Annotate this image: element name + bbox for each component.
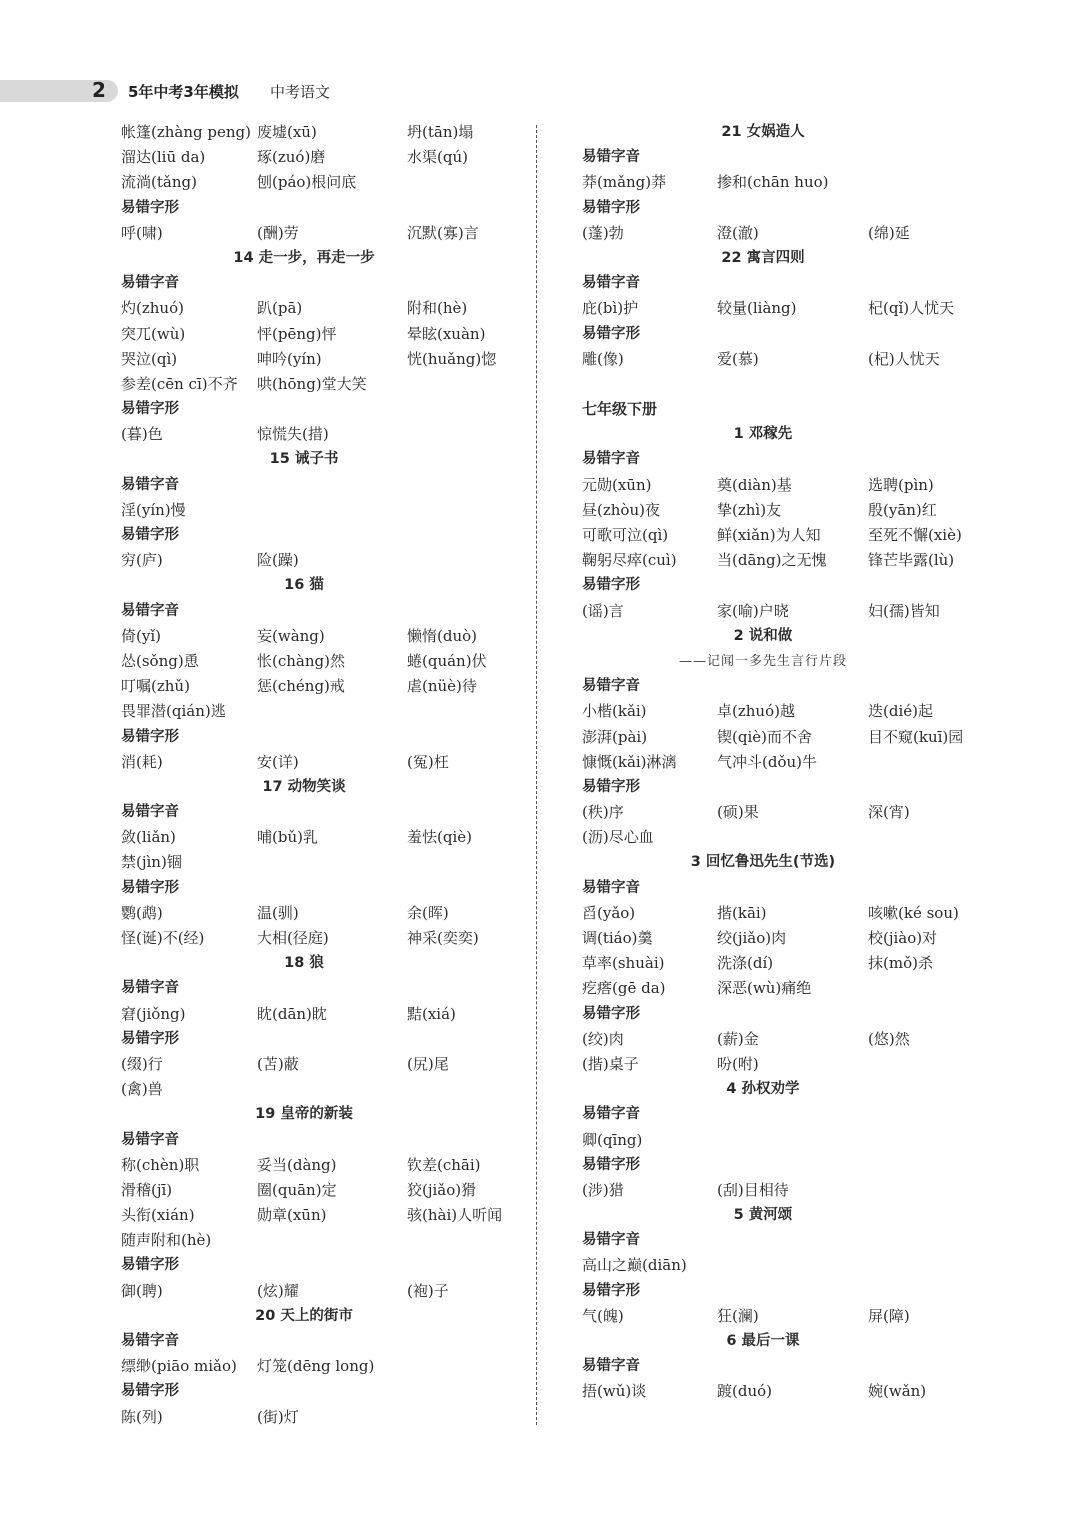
word-entry: 洗涤(dí) bbox=[717, 954, 774, 973]
word-entry: (暮)色 bbox=[121, 425, 163, 444]
word-row bbox=[121, 372, 531, 397]
word-row bbox=[582, 1379, 1002, 1404]
word-entry: 爱(慕) bbox=[717, 349, 759, 368]
word-entry: (刮)目相待 bbox=[717, 1180, 789, 1199]
word-entry: (街)灯 bbox=[257, 1407, 299, 1426]
word-row bbox=[582, 901, 1002, 926]
word-entry: 淫(yín)慢 bbox=[121, 500, 186, 519]
category-label: 易错字形 bbox=[582, 325, 640, 342]
word-entry: 趴(pā) bbox=[257, 299, 303, 318]
word-entry: 安(详) bbox=[257, 752, 299, 771]
word-entry: 称(chèn)职 bbox=[121, 1155, 200, 1174]
word-entry: 挚(zhì)友 bbox=[717, 500, 782, 519]
word-entry: 迭(dié)起 bbox=[868, 702, 933, 721]
word-entry: 怪(诞)不(经) bbox=[121, 929, 205, 947]
category-label: 易错字形 bbox=[121, 401, 179, 418]
word-entry: 鲜(xiǎn)为人知 bbox=[717, 526, 821, 544]
word-entry: 怅(chàng)然 bbox=[257, 651, 345, 670]
category-label: 易错字音 bbox=[582, 678, 640, 695]
word-row bbox=[121, 850, 531, 875]
category-label: 易错字音 bbox=[582, 1106, 640, 1123]
word-row bbox=[582, 1253, 1002, 1278]
word-entry: 陈(列) bbox=[121, 1407, 163, 1426]
word-entry: (揩)桌子 bbox=[582, 1054, 639, 1073]
word-row bbox=[121, 347, 531, 372]
word-entry: 哭泣(qì) bbox=[121, 349, 178, 368]
category-label: 易错字音 bbox=[121, 1131, 179, 1148]
word-entry: 至死不懈(xiè) bbox=[868, 526, 962, 544]
word-entry: 温(驯) bbox=[257, 903, 299, 922]
word-entry: 倚(yǐ) bbox=[121, 626, 161, 645]
word-entry: 昼(zhòu)夜 bbox=[582, 500, 660, 519]
word-entry: 圈(quān)定 bbox=[257, 1180, 337, 1199]
word-entry: (酬)劳 bbox=[257, 223, 299, 242]
word-entry: 妄(wàng) bbox=[257, 626, 325, 645]
word-entry: 气(魄) bbox=[582, 1306, 624, 1325]
word-row bbox=[582, 1178, 1002, 1203]
word-entry: 敛(liǎn) bbox=[121, 828, 176, 847]
word-row bbox=[582, 1304, 1002, 1329]
word-entry: 可歌可泣(qì) bbox=[582, 526, 669, 544]
word-entry: 吩(咐) bbox=[717, 1054, 759, 1073]
category-label: 易错字音 bbox=[582, 879, 640, 896]
word-entry: 御(聘) bbox=[121, 1281, 163, 1300]
word-entry: 灼(zhuó) bbox=[121, 299, 184, 318]
word-entry: 杞(qǐ)人忧天 bbox=[868, 299, 955, 318]
word-entry: 呻吟(yín) bbox=[257, 349, 322, 368]
category-label: 易错字音 bbox=[121, 804, 179, 821]
book-title: 5年中考3年模拟 bbox=[128, 83, 239, 101]
lesson-title: 22 寓言四则 bbox=[721, 249, 805, 266]
lesson-title: 18 狼 bbox=[284, 955, 324, 972]
word-entry: 晕眩(xuàn) bbox=[407, 324, 486, 343]
word-row bbox=[582, 347, 1002, 372]
category-label: 易错字音 bbox=[582, 1232, 640, 1249]
category-label: 易错字形 bbox=[582, 1282, 640, 1299]
lesson-subtitle: ——记闻一多先生言行片段 bbox=[678, 653, 847, 669]
word-entry: 消(耗) bbox=[121, 752, 163, 771]
lesson-title: 15 诫子书 bbox=[269, 451, 339, 468]
word-entry: 水渠(qú) bbox=[407, 148, 468, 167]
page-number: 2 bbox=[92, 78, 106, 102]
word-row bbox=[121, 120, 531, 145]
category-label: 易错字音 bbox=[121, 980, 179, 997]
word-entry: 卿(qīng) bbox=[582, 1130, 643, 1149]
word-entry: 元勋(xūn) bbox=[582, 475, 652, 494]
word-entry: 怂(sǒng)恿 bbox=[121, 651, 199, 670]
category-label: 易错字音 bbox=[582, 1358, 640, 1375]
word-entry: (苫)蔽 bbox=[257, 1054, 299, 1073]
word-entry: 揩(kāi) bbox=[717, 903, 767, 922]
word-entry: 家(喻)户晓 bbox=[717, 601, 789, 620]
word-row bbox=[121, 498, 531, 523]
word-entry: (蓬)勃 bbox=[582, 223, 624, 242]
word-entry: 附和(hè) bbox=[407, 299, 468, 318]
word-entry: 穷(庐) bbox=[121, 551, 163, 570]
lesson-title: 5 黄河颂 bbox=[733, 1207, 793, 1224]
word-row bbox=[121, 296, 531, 321]
word-entry: 卓(zhuó)越 bbox=[717, 702, 795, 721]
word-entry: 钦差(chāi) bbox=[407, 1155, 481, 1174]
category-label: 易错字形 bbox=[121, 1257, 179, 1274]
word-entry: 骇(hài)人听闻 bbox=[407, 1206, 503, 1225]
word-entry: 调(tiáo)羹 bbox=[582, 929, 653, 947]
word-entry: 随声附和(hè) bbox=[121, 1231, 212, 1250]
lesson-title: 4 孙权劝学 bbox=[726, 1081, 800, 1098]
word-row bbox=[582, 221, 1002, 246]
word-row bbox=[582, 825, 1002, 850]
word-entry: 溜达(liū da) bbox=[121, 148, 206, 167]
word-entry: 勋章(xūn) bbox=[257, 1206, 327, 1225]
category-label: 易错字形 bbox=[582, 199, 640, 216]
word-entry: 澎湃(pài) bbox=[582, 727, 648, 746]
word-entry: 流淌(tǎng) bbox=[121, 173, 197, 192]
word-entry: 舀(yǎo) bbox=[582, 903, 636, 922]
category-label: 易错字形 bbox=[121, 879, 179, 896]
word-row bbox=[582, 1052, 1002, 1077]
word-entry: 羞怯(qiè) bbox=[407, 828, 472, 847]
word-entry: 掺和(chān huo) bbox=[717, 173, 829, 192]
word-entry: 气冲斗(dǒu)牛 bbox=[717, 752, 817, 771]
word-row bbox=[582, 725, 1002, 750]
word-row bbox=[121, 1178, 531, 1203]
word-row bbox=[121, 926, 531, 951]
word-entry: 坍(tān)塌 bbox=[407, 123, 474, 141]
category-label: 易错字音 bbox=[582, 451, 640, 468]
word-entry: 神采(奕奕) bbox=[407, 929, 479, 947]
word-entry: 险(躁) bbox=[257, 551, 299, 570]
word-row bbox=[582, 750, 1002, 775]
word-entry: 踱(duó) bbox=[717, 1382, 772, 1401]
word-entry: 蜷(quán)伏 bbox=[407, 651, 487, 670]
word-entry: 惊慌失(措) bbox=[257, 425, 329, 444]
word-row bbox=[121, 145, 531, 170]
category-label: 易错字形 bbox=[121, 199, 179, 216]
word-row bbox=[121, 322, 531, 347]
word-row bbox=[121, 699, 531, 724]
category-label: 易错字形 bbox=[582, 1156, 640, 1173]
word-entry: 怦(pēng)怦 bbox=[257, 324, 337, 343]
word-entry: (薪)金 bbox=[717, 1029, 759, 1048]
word-entry: 狂(澜) bbox=[717, 1306, 759, 1325]
word-entry: (沥)尽心血 bbox=[582, 828, 654, 847]
category-label: 易错字形 bbox=[582, 577, 640, 594]
word-entry: 抹(mǒ)杀 bbox=[868, 954, 933, 973]
lesson-title: 16 猫 bbox=[284, 577, 324, 594]
lesson-title: 20 天上的街市 bbox=[255, 1307, 353, 1324]
word-entry: 绞(jiǎo)肉 bbox=[717, 929, 787, 947]
lesson-title: 1 邓稼先 bbox=[733, 426, 793, 443]
word-entry: 突兀(wù) bbox=[121, 324, 186, 343]
word-entry: (袍)子 bbox=[407, 1281, 449, 1300]
grade-heading: 七年级下册 bbox=[582, 400, 658, 419]
word-entry: 选聘(pìn) bbox=[868, 475, 934, 494]
word-row bbox=[582, 1128, 1002, 1153]
word-entry: (悠)然 bbox=[868, 1029, 910, 1048]
word-entry: 余(晖) bbox=[407, 903, 449, 922]
word-entry: (绵)延 bbox=[868, 223, 910, 242]
word-entry: (杞)人忧天 bbox=[868, 349, 940, 368]
word-entry: 高山之巅(diān) bbox=[582, 1256, 687, 1275]
word-entry: 莽(mǎng)莽 bbox=[582, 173, 667, 192]
word-entry: 鞠躬尽瘁(cuì) bbox=[582, 551, 677, 570]
word-entry: 奠(diàn)基 bbox=[717, 475, 792, 494]
word-entry: 头衔(xián) bbox=[121, 1206, 195, 1225]
word-row bbox=[582, 926, 1002, 951]
word-row bbox=[121, 649, 531, 674]
word-entry: 婉(wǎn) bbox=[868, 1382, 927, 1401]
word-row bbox=[121, 1279, 531, 1304]
word-row bbox=[121, 901, 531, 926]
word-row bbox=[121, 1228, 531, 1253]
word-entry: 懒惰(duò) bbox=[407, 626, 477, 645]
word-entry: 妇(孺)皆知 bbox=[868, 601, 940, 620]
word-entry: 草率(shuài) bbox=[582, 954, 665, 973]
word-row bbox=[582, 976, 1002, 1001]
word-entry: 疙瘩(gē da) bbox=[582, 979, 666, 998]
word-entry: 畏罪潜(qián)逃 bbox=[121, 702, 226, 721]
word-entry: 滑稽(jī) bbox=[121, 1180, 173, 1199]
category-label: 易错字音 bbox=[121, 1333, 179, 1349]
word-row bbox=[121, 1354, 531, 1379]
word-entry: 恍(huǎng)惚 bbox=[407, 349, 497, 368]
category-label: 易错字音 bbox=[121, 476, 179, 493]
word-row bbox=[582, 1027, 1002, 1052]
word-entry: (涉)猎 bbox=[582, 1180, 624, 1199]
word-row bbox=[121, 1203, 531, 1228]
word-row bbox=[121, 1052, 531, 1077]
word-row bbox=[582, 170, 1002, 195]
word-entry: 黠(xiá) bbox=[407, 1004, 456, 1023]
word-entry: 废墟(xū) bbox=[257, 123, 317, 141]
left-column bbox=[121, 120, 531, 1430]
word-entry: 灯笼(dēng long) bbox=[257, 1357, 375, 1376]
word-row bbox=[582, 699, 1002, 724]
word-entry: 大相(径庭) bbox=[257, 929, 329, 947]
word-entry: (硕)果 bbox=[717, 803, 759, 822]
category-label: 易错字音 bbox=[121, 602, 179, 619]
word-entry: 狡(jiǎo)猾 bbox=[407, 1180, 477, 1199]
word-entry: 哄(hōng)堂大笑 bbox=[257, 374, 367, 393]
lesson-title: 14 走一步，再走一步 bbox=[233, 249, 375, 266]
word-row bbox=[582, 523, 1002, 548]
word-row bbox=[582, 599, 1002, 624]
word-row bbox=[582, 473, 1002, 498]
word-entry: 锲(qiè)而不舍 bbox=[717, 727, 812, 746]
word-entry: 哺(bǔ)乳 bbox=[257, 828, 318, 847]
category-label: 易错字形 bbox=[121, 1030, 179, 1047]
word-entry: 呼(啸) bbox=[121, 223, 163, 242]
word-row bbox=[121, 1002, 531, 1027]
word-entry: 惩(chéng)戒 bbox=[257, 677, 345, 696]
word-entry: (秩)序 bbox=[582, 803, 624, 822]
category-label: 易错字形 bbox=[121, 1383, 179, 1400]
word-row bbox=[121, 221, 531, 246]
category-label: 易错字音 bbox=[582, 275, 640, 292]
word-entry: (谣)言 bbox=[582, 601, 624, 620]
category-label: 易错字形 bbox=[121, 527, 179, 543]
lesson-title: 19 皇帝的新装 bbox=[255, 1106, 353, 1123]
word-entry: 小楷(kǎi) bbox=[582, 702, 647, 721]
right-column bbox=[582, 120, 1002, 1405]
word-row bbox=[121, 422, 531, 447]
word-row bbox=[121, 674, 531, 699]
column-divider bbox=[536, 125, 537, 1425]
word-entry: 妥当(dàng) bbox=[257, 1155, 337, 1174]
word-entry: 刨(páo)根问底 bbox=[257, 173, 357, 192]
word-row bbox=[121, 624, 531, 649]
word-entry: 殷(yān)红 bbox=[868, 500, 937, 519]
subject-title: 中考语文 bbox=[270, 83, 331, 101]
spacer bbox=[582, 372, 1002, 397]
word-row bbox=[121, 548, 531, 573]
word-entry: 虐(nüè)待 bbox=[407, 677, 477, 696]
word-entry: 庇(bì)护 bbox=[582, 299, 639, 318]
word-row bbox=[582, 800, 1002, 825]
word-entry: 雕(像) bbox=[582, 349, 624, 368]
word-entry: 鹦(鹉) bbox=[121, 903, 163, 922]
word-entry: 沉默(寡)言 bbox=[407, 223, 479, 242]
word-row bbox=[121, 750, 531, 775]
word-entry: 咳嗽(ké sou) bbox=[868, 903, 959, 922]
word-row bbox=[121, 1405, 531, 1430]
category-label: 易错字形 bbox=[121, 728, 179, 745]
lesson-title: 6 最后一课 bbox=[726, 1333, 800, 1349]
word-entry: 慷慨(kǎi)淋漓 bbox=[582, 752, 677, 771]
word-entry: (冤)枉 bbox=[407, 752, 449, 771]
word-entry: 捂(wǔ)谈 bbox=[582, 1382, 647, 1401]
word-entry: 参差(cēn cī)不齐 bbox=[121, 374, 238, 393]
word-entry: (禽)兽 bbox=[121, 1080, 163, 1099]
word-entry: 深(宵) bbox=[868, 803, 910, 822]
lesson-title: 17 动物笑谈 bbox=[262, 778, 346, 795]
word-entry: 窘(jiǒng) bbox=[121, 1004, 186, 1023]
lesson-title: 21 女娲造人 bbox=[721, 124, 805, 140]
word-entry: 叮嘱(zhǔ) bbox=[121, 677, 190, 696]
lesson-title: 2 说和做 bbox=[733, 627, 793, 644]
word-row bbox=[121, 170, 531, 195]
category-label: 易错字音 bbox=[582, 149, 640, 166]
word-row bbox=[121, 1077, 531, 1102]
word-entry: 目不窥(kuī)园 bbox=[868, 727, 964, 746]
category-label: 易错字形 bbox=[582, 778, 640, 795]
word-row bbox=[121, 825, 531, 850]
word-entry: 帐篷(zhàng peng) bbox=[121, 123, 251, 141]
word-entry: 禁(jìn)锢 bbox=[121, 853, 182, 872]
word-entry: 深恶(wù)痛绝 bbox=[717, 979, 812, 998]
word-entry: 锋芒毕露(lù) bbox=[868, 551, 955, 570]
lesson-title: 3 回忆鲁迅先生(节选) bbox=[690, 854, 836, 871]
word-entry: 较量(liàng) bbox=[717, 299, 797, 318]
word-entry: (炫)耀 bbox=[257, 1281, 299, 1300]
word-entry: (绞)肉 bbox=[582, 1029, 624, 1048]
word-entry: 澄(澈) bbox=[717, 223, 759, 242]
category-label: 易错字形 bbox=[582, 1005, 640, 1022]
word-entry: 当(dāng)之无愧 bbox=[717, 551, 827, 570]
word-entry: 校(jiào)对 bbox=[868, 929, 938, 947]
word-entry: 琢(zuó)磨 bbox=[257, 148, 326, 167]
word-entry: 缥缈(piāo miǎo) bbox=[121, 1357, 237, 1376]
word-entry: (尻)尾 bbox=[407, 1054, 449, 1073]
word-row bbox=[582, 296, 1002, 321]
word-row bbox=[582, 498, 1002, 523]
word-entry: (缀)行 bbox=[121, 1054, 163, 1073]
word-row bbox=[582, 951, 1002, 976]
category-label: 易错字音 bbox=[121, 275, 179, 292]
word-entry: 眈(dān)眈 bbox=[257, 1004, 327, 1023]
word-row bbox=[582, 548, 1002, 573]
word-row bbox=[121, 1153, 531, 1178]
word-entry: 屏(障) bbox=[868, 1306, 910, 1325]
